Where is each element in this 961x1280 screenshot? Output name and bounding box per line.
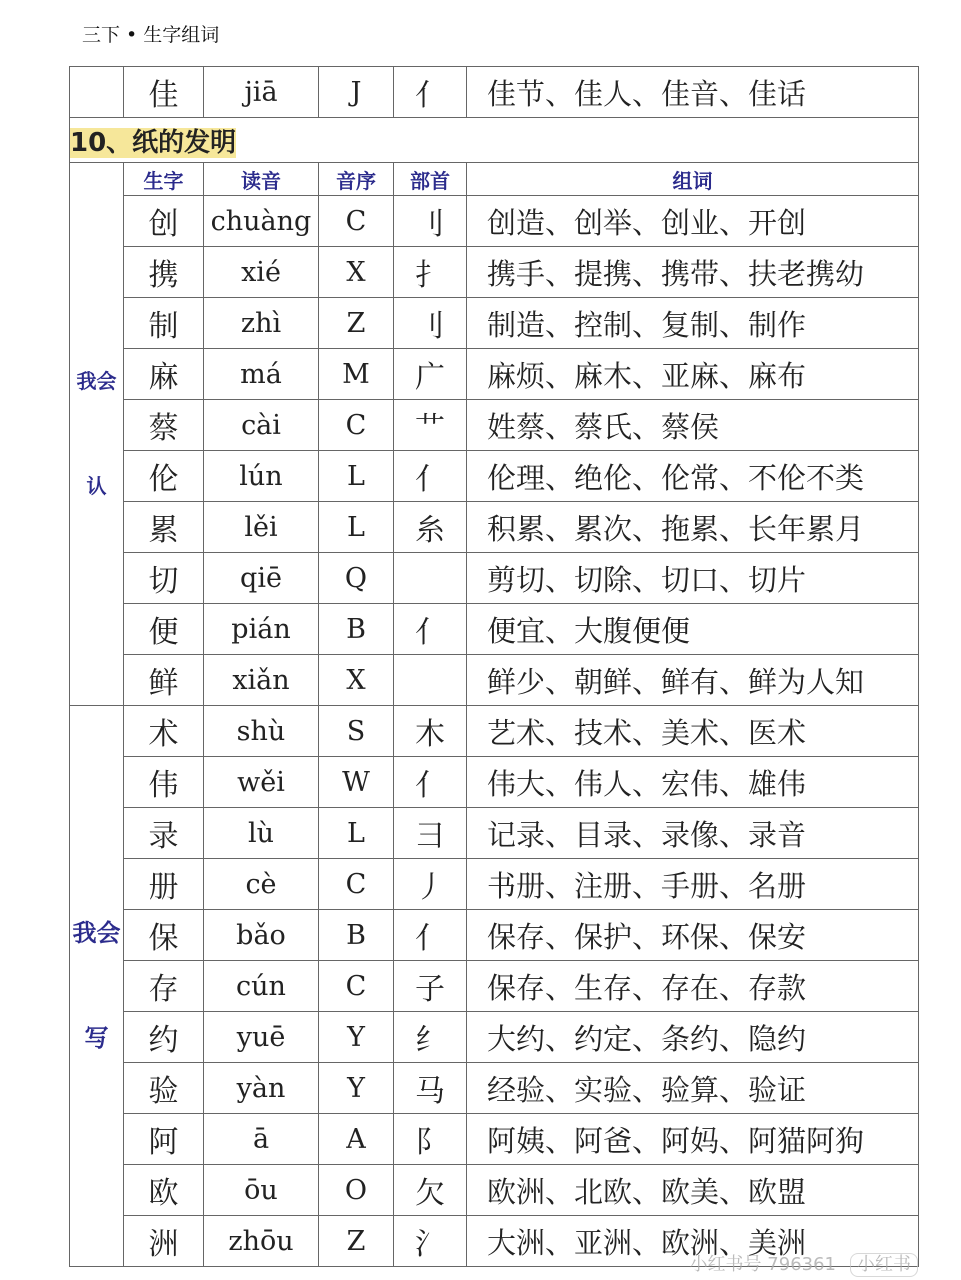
order-cell: X [319,655,394,706]
words-cell: 艺术、技术、美术、医术 [467,706,919,757]
table-row [70,910,919,961]
words-cell: 姓蔡、蔡氏、蔡侯 [467,400,919,451]
table-row [70,298,919,349]
char-cell: 录 [124,808,204,859]
char-cell: 约 [124,1012,204,1063]
radical-cell: 马 [394,1063,467,1114]
words-cell: 剪切、切除、切口、切片 [467,553,919,604]
words-cell: 佳节、佳人、佳音、佳话 [467,67,919,118]
words-cell: 保存、生存、存在、存款 [467,961,919,1012]
order-cell: L [319,451,394,502]
pinyin-cell: jiā [204,67,319,118]
words-cell: 大约、约定、条约、隐约 [467,1012,919,1063]
radical-cell: 子 [394,961,467,1012]
radical-cell: 氵 [394,1216,467,1267]
radical-cell: 阝 [394,1114,467,1165]
radical-cell: 纟 [394,1012,467,1063]
lesson-title-row [70,118,919,163]
char-cell: 册 [124,859,204,910]
words-cell: 书册、注册、手册、名册 [467,859,919,910]
radical-cell: 亻 [394,604,467,655]
watermark-logo: 小红书 [850,1253,918,1277]
radical-cell: 艹 [394,400,467,451]
radical-cell [394,553,467,604]
words-cell: 积累、累次、拖累、长年累月 [467,502,919,553]
table-row [70,655,919,706]
radical-cell: 广 [394,349,467,400]
order-cell: C [319,196,394,247]
pinyin-cell: chuàng [204,196,319,247]
table-row [70,451,919,502]
radical-cell: 亻 [394,67,467,118]
words-cell: 制造、控制、复制、制作 [467,298,919,349]
order-cell: L [319,808,394,859]
table-row [70,553,919,604]
pinyin-cell: xiǎn [204,655,319,706]
char-cell: 便 [124,604,204,655]
words-cell: 伟大、伟人、宏伟、雄伟 [467,757,919,808]
words-cell: 伦理、绝伦、伦常、不伦不类 [467,451,919,502]
char-cell: 携 [124,247,204,298]
table-row [70,604,919,655]
pinyin-cell: lù [204,808,319,859]
words-cell: 保存、保护、环保、保安 [467,910,919,961]
words-cell: 便宜、大腹便便 [467,604,919,655]
order-cell: S [319,706,394,757]
order-cell: M [319,349,394,400]
char-cell: 阿 [124,1114,204,1165]
order-cell: C [319,859,394,910]
pinyin-cell: cè [204,859,319,910]
char-cell: 验 [124,1063,204,1114]
table-row [70,1012,919,1063]
radical-cell: 刂 [394,298,467,349]
order-cell: A [319,1114,394,1165]
table-row [70,349,919,400]
pinyin-cell: cài [204,400,319,451]
pinyin-cell: lún [204,451,319,502]
header-radical: 部首 [394,163,467,196]
pinyin-cell: xié [204,247,319,298]
words-cell: 创造、创举、创业、开创 [467,196,919,247]
table-row [70,196,919,247]
pinyin-cell: má [204,349,319,400]
words-cell: 经验、实验、验算、验证 [467,1063,919,1114]
pinyin-cell: pián [204,604,319,655]
order-cell: Z [319,1216,394,1267]
char-cell: 术 [124,706,204,757]
pinyin-cell: zhì [204,298,319,349]
pinyin-cell: ōu [204,1165,319,1216]
radical-cell: 亻 [394,910,467,961]
char-cell: 麻 [124,349,204,400]
order-cell: B [319,604,394,655]
radical-cell: 扌 [394,247,467,298]
char-cell: 佳 [124,67,204,118]
table-row [70,757,919,808]
order-cell: C [319,961,394,1012]
char-cell: 存 [124,961,204,1012]
radical-cell: 亻 [394,451,467,502]
table-row [70,400,919,451]
table-row [70,1165,919,1216]
char-cell: 累 [124,502,204,553]
radical-cell: 木 [394,706,467,757]
table-row [70,1114,919,1165]
words-cell: 携手、提携、携带、扶老携幼 [467,247,919,298]
words-cell: 阿姨、阿爸、阿妈、阿猫阿狗 [467,1114,919,1165]
header-row [70,163,919,196]
table-row [70,961,919,1012]
words-cell: 麻烦、麻木、亚麻、麻布 [467,349,919,400]
char-cell: 保 [124,910,204,961]
char-cell: 欧 [124,1165,204,1216]
header-char: 生字 [124,163,204,196]
group-label: 我会认 [70,163,124,706]
header-order: 音序 [319,163,394,196]
pinyin-cell: wěi [204,757,319,808]
words-cell: 欧洲、北欧、欧美、欧盟 [467,1165,919,1216]
char-cell: 制 [124,298,204,349]
order-cell: B [319,910,394,961]
radical-cell: 欠 [394,1165,467,1216]
order-cell: Z [319,298,394,349]
radical-cell: 彐 [394,808,467,859]
char-cell: 鲜 [124,655,204,706]
watermark-id: 小红书号 796361 [689,1254,836,1275]
watermark [690,1253,918,1277]
pinyin-cell: yuē [204,1012,319,1063]
header-words: 组词 [467,163,919,196]
pinyin-cell: shù [204,706,319,757]
radical-cell: 亻 [394,757,467,808]
table-row [70,808,919,859]
radical-cell: 丿 [394,859,467,910]
order-cell: Y [319,1012,394,1063]
order-cell: L [319,502,394,553]
pinyin-cell: cún [204,961,319,1012]
document-title: 三下 • 生字组词 [82,24,220,46]
order-cell: Q [319,553,394,604]
pinyin-cell: yàn [204,1063,319,1114]
words-cell: 记录、目录、录像、录音 [467,808,919,859]
group-label: 我会写 [70,706,124,1267]
lesson-title: 10、纸的发明 [70,127,237,158]
char-cell: 伦 [124,451,204,502]
char-cell: 蔡 [124,400,204,451]
order-cell: W [319,757,394,808]
words-cell: 大洲、亚洲、欧洲、美洲 [467,1216,919,1267]
order-cell: O [319,1165,394,1216]
table-row [70,247,919,298]
pinyin-cell: qiē [204,553,319,604]
vocabulary-table [69,66,919,1267]
header-pinyin: 读音 [204,163,319,196]
char-cell: 切 [124,553,204,604]
pinyin-cell: zhōu [204,1216,319,1267]
order-cell: J [319,67,394,118]
order-cell: Y [319,1063,394,1114]
pinyin-cell: bǎo [204,910,319,961]
radical-cell: 刂 [394,196,467,247]
radical-cell [394,655,467,706]
char-cell: 创 [124,196,204,247]
order-cell: X [319,247,394,298]
pinyin-cell: ā [204,1114,319,1165]
table-row [70,502,919,553]
words-cell: 鲜少、朝鲜、鲜有、鲜为人知 [467,655,919,706]
table-row [70,1063,919,1114]
table-row [70,859,919,910]
table-row [70,706,919,757]
radical-cell: 糸 [394,502,467,553]
table-row [70,67,919,118]
char-cell: 洲 [124,1216,204,1267]
order-cell: C [319,400,394,451]
pinyin-cell: lěi [204,502,319,553]
char-cell: 伟 [124,757,204,808]
